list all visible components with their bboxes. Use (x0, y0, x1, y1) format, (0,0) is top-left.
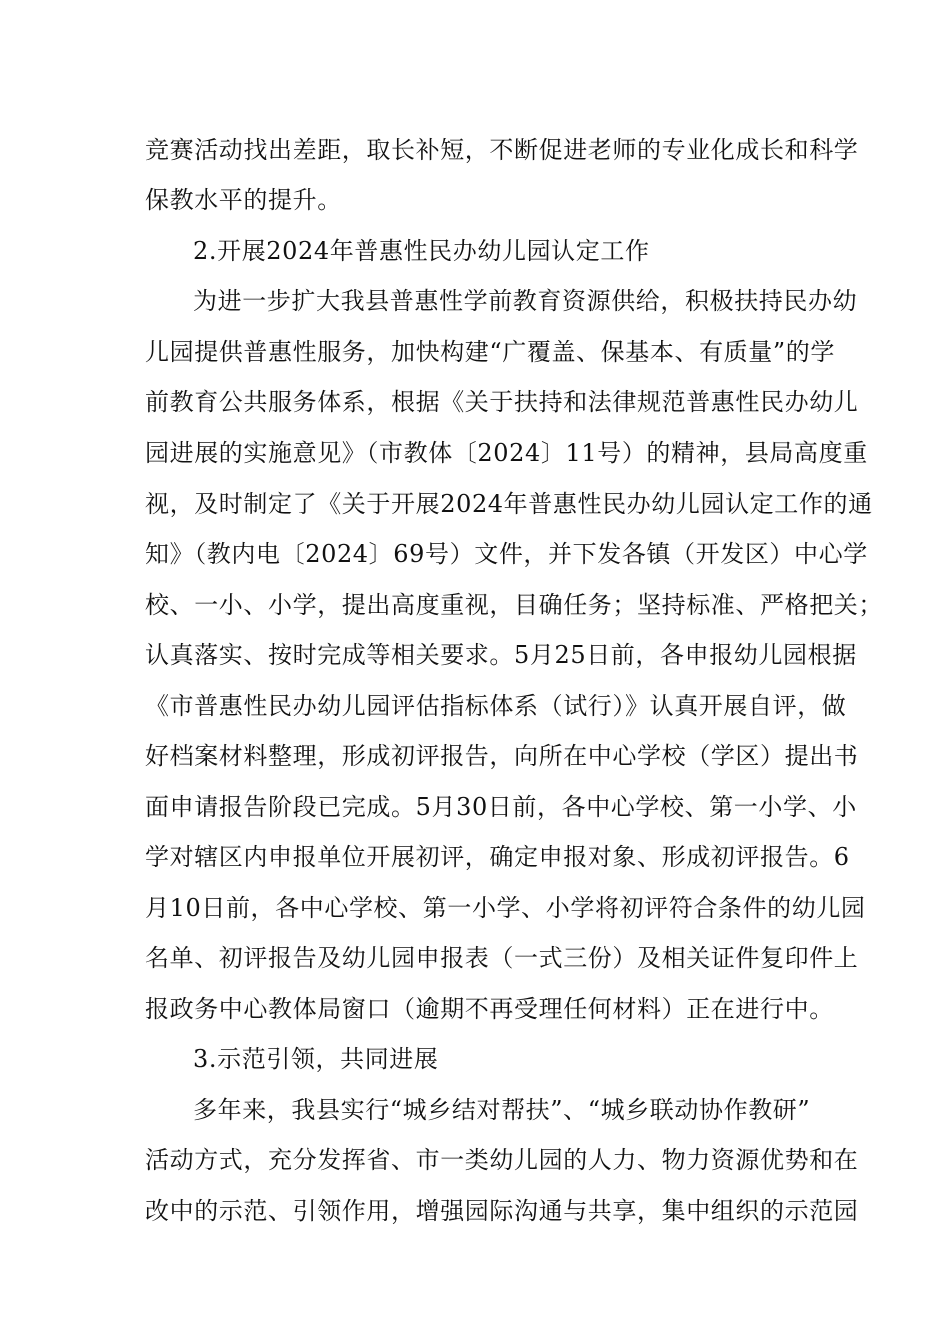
section-heading: 3.示范引领，共同进展 (193, 1045, 439, 1073)
paragraph-line: 园进展的实施意见》（市教体〔2024〕11号）的精神，县局高度重 (145, 439, 868, 467)
paragraph-line: 多年来，我县实行“城乡结对帮扶”、“城乡联动协作教研” (193, 1096, 811, 1124)
paragraph-line: 活动方式，充分发挥省、市一类幼儿园的人力、物力资源优势和在 (145, 1146, 859, 1174)
paragraph-line: 月10日前，各中心学校、第一小学、小学将初评符合条件的幼儿园 (145, 894, 866, 922)
paragraph-line: 好档案材料整理，形成初评报告，向所在中心学校（学区）提出书 (145, 742, 859, 770)
paragraph-line: 校、一小、小学，提出高度重视，目确任务；坚持标准、严格把关； (145, 591, 883, 619)
section-heading: 2.开展2024年普惠性民办幼儿园认定工作 (193, 237, 650, 265)
paragraph-line: 前教育公共服务体系，根据《关于扶持和法律规范普惠性民办幼儿 (145, 388, 859, 416)
paragraph-line: 竞赛活动找出差距，取长补短，不断促进老师的专业化成长和科学 (145, 136, 859, 164)
paragraph-line: 认真落实、按时完成等相关要求。5月25日前，各申报幼儿园根据 (145, 641, 857, 669)
paragraph-line: 知》（教内电〔2024〕69号）文件，并下发各镇（开发区）中心学 (145, 540, 868, 568)
paragraph-line: 名单、初评报告及幼儿园申报表（一式三份）及相关证件复印件上 (145, 944, 859, 972)
paragraph-line: 视，及时制定了《关于开展2024年普惠性民办幼儿园认定工作的通 (145, 490, 873, 518)
paragraph-line: 报政务中心教体局窗口（逾期不再受理任何材料）正在进行中。 (145, 995, 834, 1023)
paragraph-line: 面申请报告阶段已完成。5月30日前，各中心学校、第一小学、小 (145, 793, 857, 821)
paragraph-line: 《市普惠性民办幼儿园评估指标体系（试行）》认真开展自评，做 (145, 692, 847, 720)
paragraph-line: 为进一步扩大我县普惠性学前教育资源供给，积极扶持民办幼 (193, 287, 858, 315)
paragraph-line: 儿园提供普惠性服务，加快构建“广覆盖、保基本、有质量”的学 (145, 338, 835, 366)
paragraph-line: 保教水平的提升。 (145, 186, 342, 214)
paragraph-line: 改中的示范、引领作用，增强园际沟通与共享，集中组织的示范园 (145, 1197, 859, 1225)
paragraph-line: 学对辖区内申报单位开展初评，确定申报对象、形成初评报告。6 (145, 843, 850, 871)
